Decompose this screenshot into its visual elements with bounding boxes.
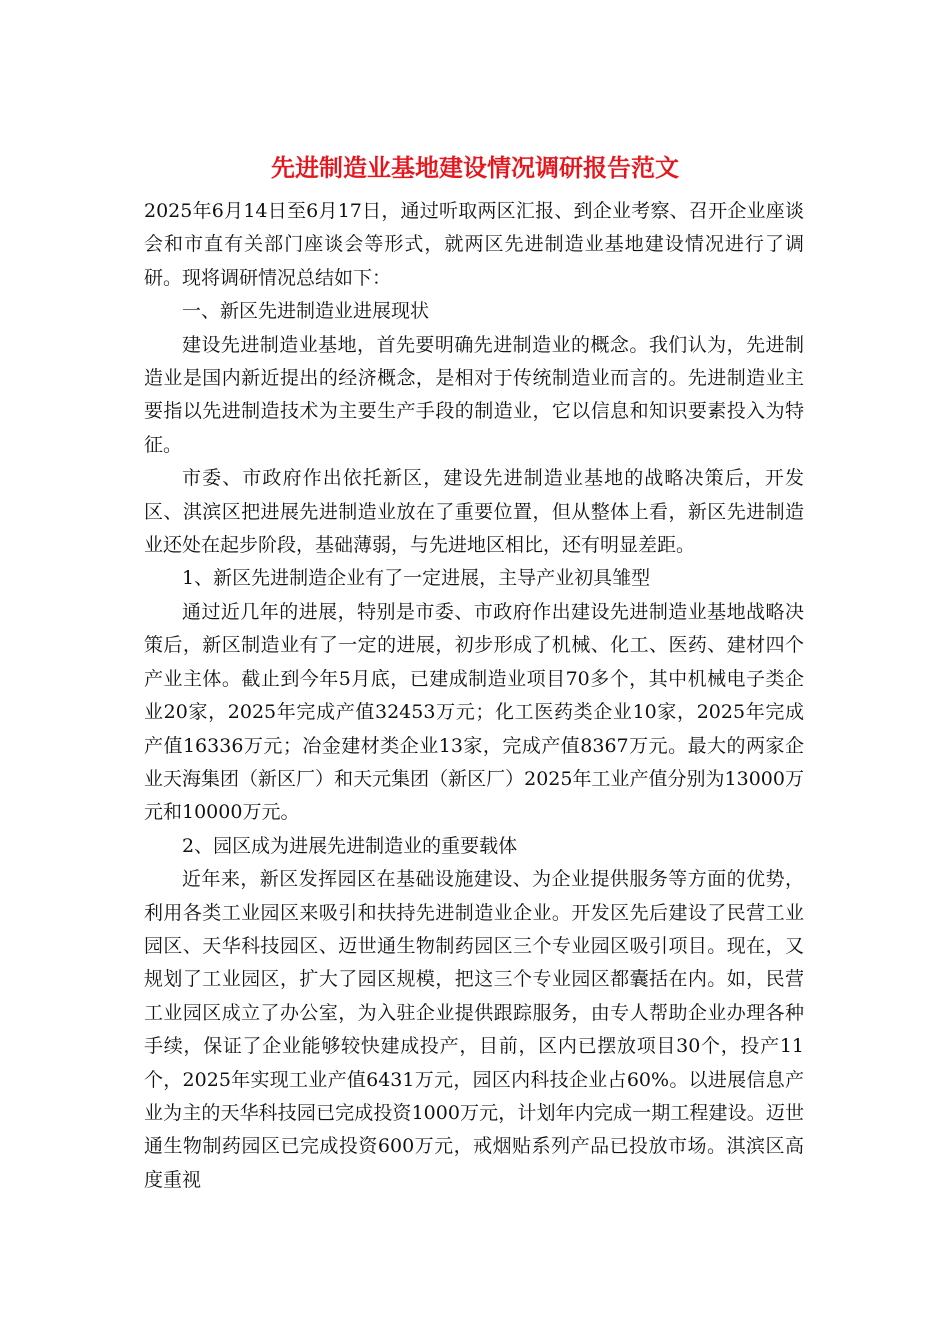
subsection-heading-1: 1、新区先进制造企业有了一定进展，主导产业初具雏型 (182, 567, 651, 590)
section-heading-1: 一、新区先进制造业进展现状 (182, 300, 430, 323)
paragraph: 通过近几年的进展，特别是市委、市政府作出建设先进制造业基地战略决策后，新区制造业有了一定的进展，初步形成了机械、化工、医药、建材四个产业主体。截止到今年5月底，已建成制造业项目70多个，其中机械电子类企业20家，2025年完成产值32453万元；化工医药类企业10家，2025年完成产值16336万元；冶金建材类企业13家，完成产值8367万元。最大的两家企业天海集团（新区厂）和天元集团（新区厂）2025年工业产值分别为13000万元和10000万元。 (144, 600, 804, 824)
document-body (144, 195, 804, 1197)
paragraph: 建设先进制造业基地，首先要明确先进制造业的概念。我们认为，先进制造业是国内新近提出的经济概念，是相对于传统制造业而言的。先进制造业主要指以先进制造技术为主要生产手段的制造业，它以信息和知识要素投入为特征。 (144, 333, 804, 456)
paragraph: 近年来，新区发挥园区在基础设施建设、为企业提供服务等方面的优势，利用各类工业园区来吸引和扶持先进制造业企业。开发区先后建设了民营工业园区、天华科技园区、迈世通生物制药园区三个专业园区吸引项目。现在，又规划了工业园区，扩大了园区规模，把这三个专业园区都囊括在内。如，民营工业园区成立了办公室，为入驻企业提供跟踪服务，由专人帮助企业办理各种手续，保证了企业能够较快建成投产，目前，区内已摆放项目30个，投产11个，2025年实现工业产值6431万元，园区内科技企业占60%。以进展信息产业为主的天华科技园已完成投资1000万元，计划年内完成一期工程建设。迈世通生物制药园区已完成投资600万元，戒烟贴系列产品已投放市场。淇滨区高度重视 (144, 868, 804, 1191)
document-title: 先进制造业基地建设情况调研报告范文 (271, 153, 679, 182)
subsection-heading-2: 2、园区成为进展先进制造业的重要载体 (182, 834, 518, 857)
paragraph: 市委、市政府作出依托新区，建设先进制造业基地的战略决策后，开发区、淇滨区把进展先进制造业放在了重要位置，但从整体上看，新区先进制造业还处在起步阶段，基础薄弱，与先进地区相比，还有明显差距。 (144, 467, 804, 557)
paragraph-intro: 2025年6月14日至6月17日，通过听取两区汇报、到企业考察、召开企业座谈会和市直有关部门座谈会等形式，就两区先进制造业基地建设情况进行了调研。现将调研情况总结如下： (144, 200, 804, 289)
